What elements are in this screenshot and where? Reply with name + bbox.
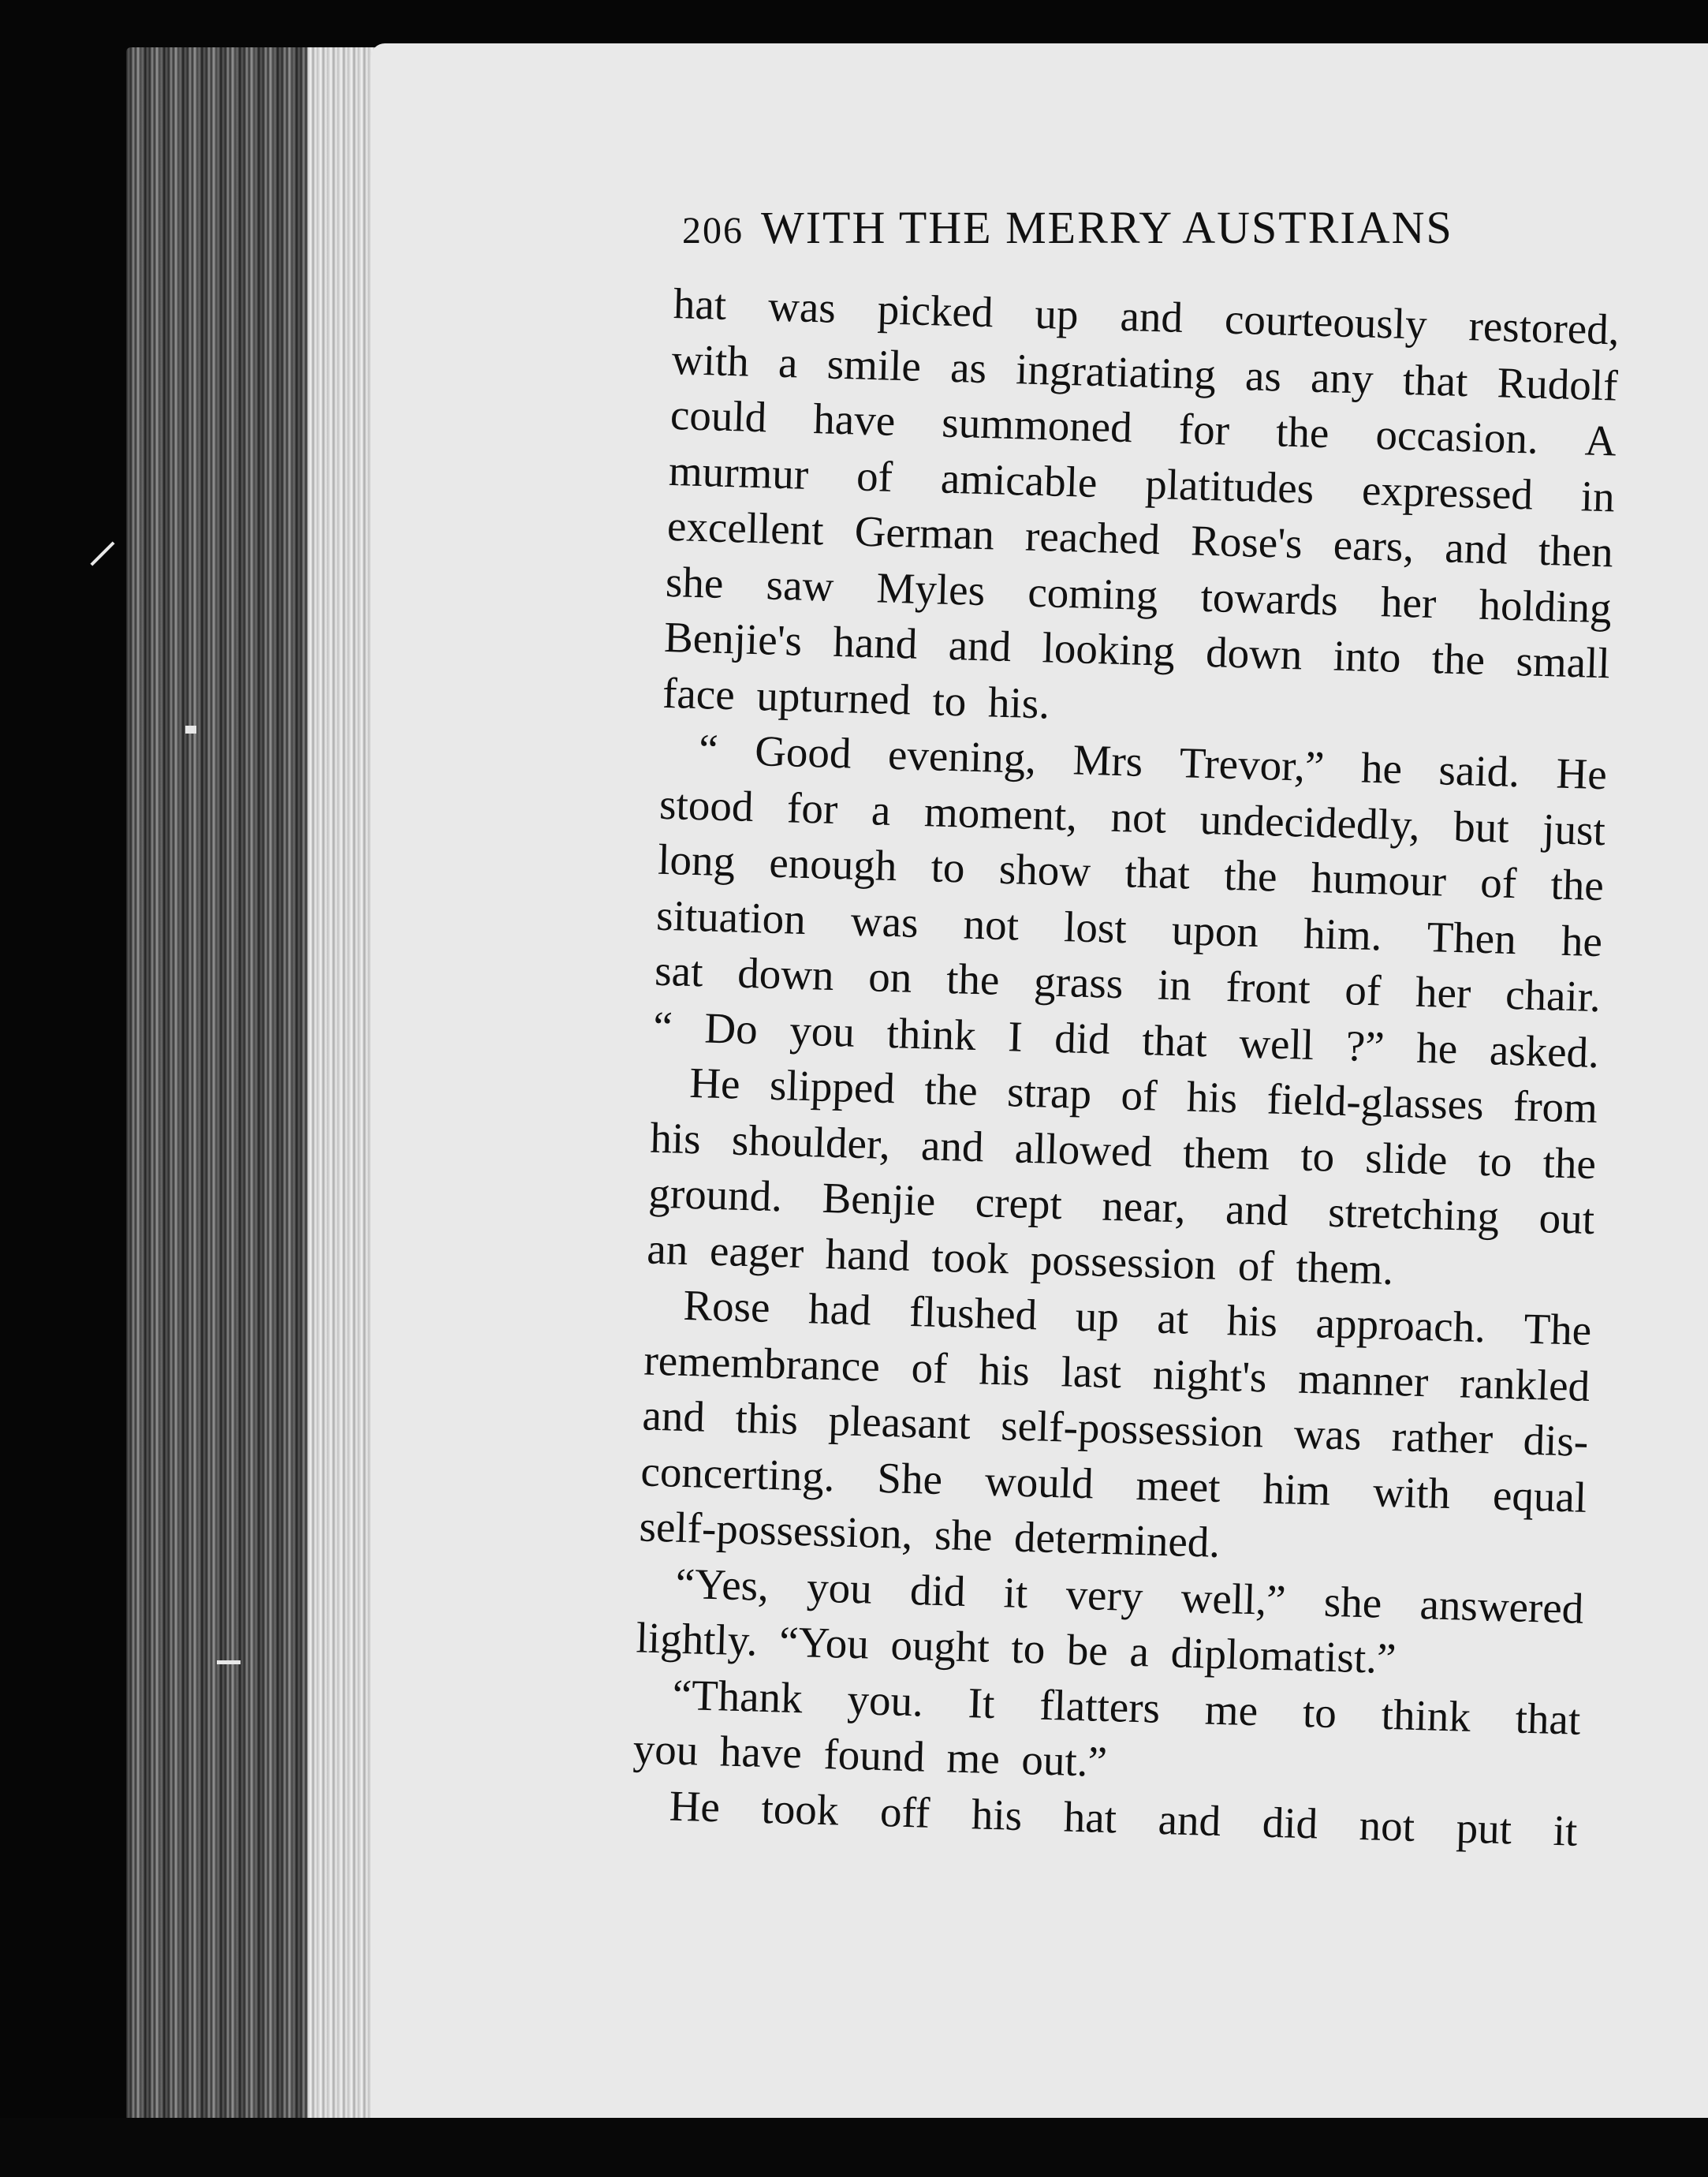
text-line: could have summoned for the occasion. A <box>669 390 1617 465</box>
body-text <box>631 276 1620 1859</box>
text-line: stood for a moment, not undecidedly, but just <box>658 779 1606 854</box>
text-line: “Yes, you did it very well,” she answered <box>674 1559 1585 1633</box>
text-line: situation was not lost upon him. Then he <box>655 891 1603 965</box>
text-line: self-possession, she determined. <box>638 1502 1221 1566</box>
text-line: lightly. “You ought to be a diplomatist.” <box>635 1613 1397 1683</box>
text-line: with a smile as ingratiating as any that Rudolf <box>671 334 1619 409</box>
text-line: remembrance of his last night's manner rankled <box>643 1335 1591 1410</box>
text-line: his shoulder, and allowed them to slide to the <box>649 1113 1597 1188</box>
text-line: excellent German reached Rose's ears, and then <box>666 501 1614 577</box>
page-number: 206 <box>682 210 744 252</box>
text-line: and this pleasant self-possession was rather dis- <box>641 1391 1590 1466</box>
text-line: you have found me out.” <box>632 1724 1108 1787</box>
running-header <box>682 201 1550 254</box>
text-line: Benjie's hand and looking down into the small <box>663 612 1611 688</box>
text-line: He slipped the strap of his field-glasses from <box>688 1058 1598 1133</box>
text-line: Rose had flushed up at his approach. The <box>682 1280 1592 1354</box>
text-line: long enough to show that the humour of the <box>657 835 1605 910</box>
text-line: face upturned to his. <box>662 668 1050 727</box>
text-line: murmur of amicable platitudes expressed in <box>668 446 1616 521</box>
scan-speck <box>217 1660 241 1664</box>
running-title: WITH THE MERRY AUSTRIANS <box>761 202 1453 253</box>
text-line: ground. Benjie crept near, and stretching out <box>647 1168 1595 1244</box>
text-line: she saw Myles coming towards her holding <box>665 557 1613 632</box>
scan-speck <box>90 541 114 566</box>
text-line: concerting. She would meet him with equal <box>640 1446 1588 1522</box>
text-line: an eager hand took possession of them. <box>646 1224 1395 1294</box>
text-line: He took off his hat and did not put it <box>669 1781 1579 1855</box>
text-line: “ Good evening, Mrs Trevor,” he said. He <box>698 725 1608 799</box>
scan-speck <box>185 726 196 734</box>
text-line: hat was picked up and courteously restored, <box>673 278 1620 354</box>
text-line: “ Do you think I did that well ?” he asked. <box>652 1002 1600 1077</box>
text-line: “Thank you. It flatters me to think that <box>671 1670 1582 1744</box>
scan-bottom-border <box>0 2118 1708 2177</box>
text-line: sat down on the grass in front of her chair. <box>654 946 1602 1021</box>
